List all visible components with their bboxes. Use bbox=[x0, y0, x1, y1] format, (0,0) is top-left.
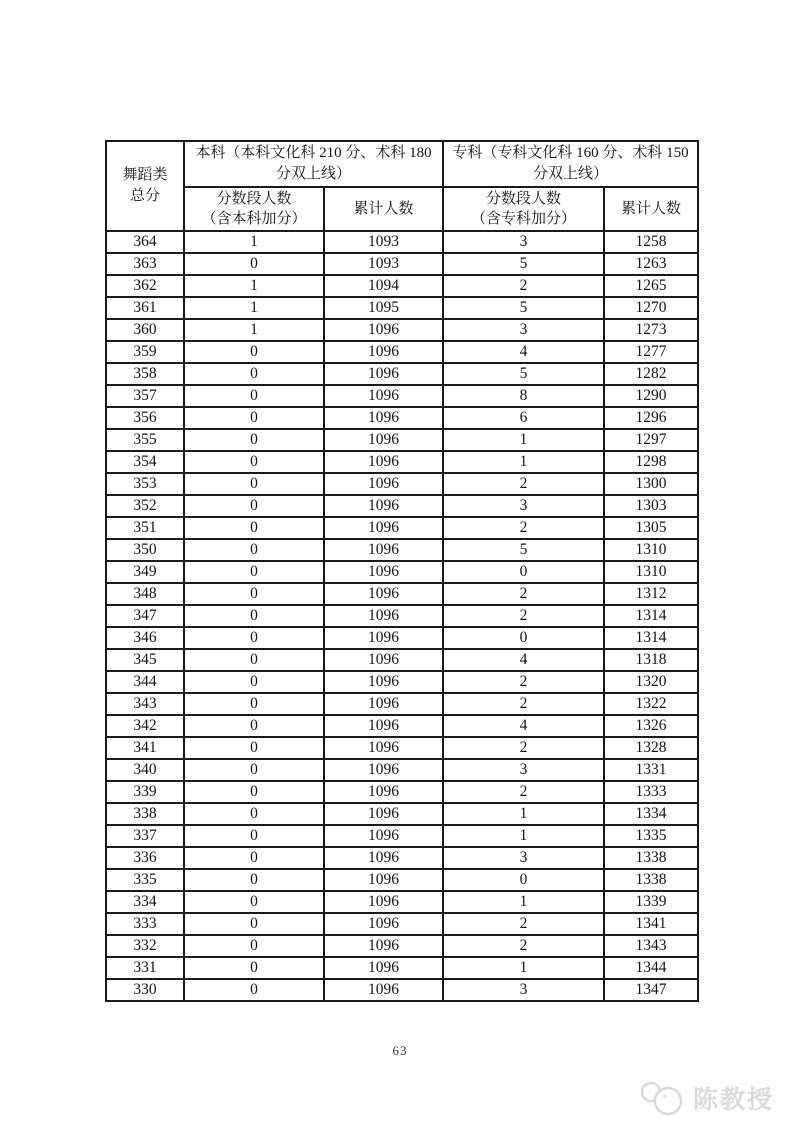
corner-header-category-total-score bbox=[106, 141, 184, 231]
zhuanke-segment-count-cell: 4 bbox=[443, 341, 604, 363]
subheader-benke-segment-count: 分数段人数 （含本科加分） bbox=[184, 187, 324, 231]
benke-cumulative-cell: 1096 bbox=[324, 781, 443, 803]
score-cell: 352 bbox=[106, 495, 184, 517]
score-cell: 360 bbox=[106, 319, 184, 341]
score-distribution-table bbox=[105, 140, 699, 1002]
benke-cumulative-cell: 1096 bbox=[324, 341, 443, 363]
zhuanke-cumulative-cell: 1300 bbox=[604, 473, 698, 495]
watermark-text: 陈教授 bbox=[692, 1086, 774, 1114]
zhuanke-segment-count-cell: 0 bbox=[443, 869, 604, 891]
score-cell: 340 bbox=[106, 759, 184, 781]
score-cell: 342 bbox=[106, 715, 184, 737]
zhuanke-segment-count-cell: 4 bbox=[443, 649, 604, 671]
score-cell: 351 bbox=[106, 517, 184, 539]
benke-segment-count-cell: 1 bbox=[184, 231, 324, 253]
benke-segment-count-cell: 0 bbox=[184, 583, 324, 605]
score-cell: 357 bbox=[106, 385, 184, 407]
score-cell: 332 bbox=[106, 935, 184, 957]
zhuanke-cumulative-cell: 1305 bbox=[604, 517, 698, 539]
benke-segment-count-cell: 0 bbox=[184, 693, 324, 715]
benke-cumulative-cell: 1094 bbox=[324, 275, 443, 297]
zhuanke-cumulative-cell: 1333 bbox=[604, 781, 698, 803]
benke-cumulative-cell: 1096 bbox=[324, 539, 443, 561]
benke-cumulative-cell: 1096 bbox=[324, 869, 443, 891]
benke-segment-count-cell: 0 bbox=[184, 649, 324, 671]
benke-cumulative-cell: 1096 bbox=[324, 803, 443, 825]
benke-cumulative-cell: 1096 bbox=[324, 913, 443, 935]
zhuanke-segment-count-cell: 2 bbox=[443, 781, 604, 803]
benke-segment-count-cell: 1 bbox=[184, 275, 324, 297]
zhuanke-cumulative-cell: 1344 bbox=[604, 957, 698, 979]
table-row bbox=[106, 363, 698, 385]
table-row bbox=[106, 781, 698, 803]
zhuanke-segment-count-cell: 8 bbox=[443, 385, 604, 407]
benke-cumulative-cell: 1096 bbox=[324, 671, 443, 693]
zhuanke-segment-count-cell: 3 bbox=[443, 847, 604, 869]
score-cell: 348 bbox=[106, 583, 184, 605]
table-row bbox=[106, 869, 698, 891]
benke-cumulative-cell: 1096 bbox=[324, 429, 443, 451]
table-row bbox=[106, 275, 698, 297]
benke-cumulative-cell: 1096 bbox=[324, 759, 443, 781]
zhuanke-segment-count-cell: 1 bbox=[443, 957, 604, 979]
benke-cumulative-cell: 1096 bbox=[324, 319, 443, 341]
table-row bbox=[106, 253, 698, 275]
table-row bbox=[106, 473, 698, 495]
benke-segment-count-cell: 0 bbox=[184, 627, 324, 649]
group-header-zhuanke: 专科（专科文化科 160 分、术科 150 分双上线） bbox=[443, 141, 698, 187]
benke-segment-count-cell: 0 bbox=[184, 935, 324, 957]
table-row bbox=[106, 803, 698, 825]
zhuanke-segment-count-cell: 2 bbox=[443, 275, 604, 297]
table-row bbox=[106, 847, 698, 869]
benke-cumulative-cell: 1095 bbox=[324, 297, 443, 319]
zhuanke-cumulative-cell: 1314 bbox=[604, 627, 698, 649]
score-cell: 339 bbox=[106, 781, 184, 803]
benke-segment-count-cell: 0 bbox=[184, 429, 324, 451]
zhuanke-cumulative-cell: 1263 bbox=[604, 253, 698, 275]
benke-cumulative-cell: 1096 bbox=[324, 935, 443, 957]
benke-cumulative-cell: 1096 bbox=[324, 473, 443, 495]
score-cell: 343 bbox=[106, 693, 184, 715]
benke-segment-count-cell: 0 bbox=[184, 781, 324, 803]
zhuanke-cumulative-cell: 1331 bbox=[604, 759, 698, 781]
corner-header-line1: 舞蹈类 bbox=[122, 167, 168, 183]
score-cell: 341 bbox=[106, 737, 184, 759]
zhuanke-segment-count-cell: 5 bbox=[443, 363, 604, 385]
zhuanke-segment-count-cell: 0 bbox=[443, 627, 604, 649]
zhuanke-cumulative-cell: 1258 bbox=[604, 231, 698, 253]
zhuanke-segment-count-cell: 0 bbox=[443, 561, 604, 583]
zhuanke-segment-count-cell: 2 bbox=[443, 693, 604, 715]
zhuanke-segment-count-cell: 3 bbox=[443, 495, 604, 517]
benke-segment-count-cell: 0 bbox=[184, 803, 324, 825]
benke-cumulative-cell: 1096 bbox=[324, 957, 443, 979]
benke-segment-count-cell: 0 bbox=[184, 253, 324, 275]
table-row bbox=[106, 649, 698, 671]
table-row bbox=[106, 517, 698, 539]
benke-cumulative-cell: 1096 bbox=[324, 451, 443, 473]
zhuanke-cumulative-cell: 1347 bbox=[604, 979, 698, 1001]
benke-cumulative-cell: 1096 bbox=[324, 495, 443, 517]
score-cell: 364 bbox=[106, 231, 184, 253]
zhuanke-segment-count-cell: 5 bbox=[443, 539, 604, 561]
page-number: 63 bbox=[392, 1043, 408, 1058]
benke-segment-count-cell: 0 bbox=[184, 825, 324, 847]
zhuanke-cumulative-cell: 1320 bbox=[604, 671, 698, 693]
table-row bbox=[106, 715, 698, 737]
table-row bbox=[106, 429, 698, 451]
table-row bbox=[106, 671, 698, 693]
table-row bbox=[106, 891, 698, 913]
benke-segment-count-cell: 0 bbox=[184, 605, 324, 627]
benke-segment-count-cell: 0 bbox=[184, 671, 324, 693]
zhuanke-segment-count-cell: 2 bbox=[443, 913, 604, 935]
score-cell: 338 bbox=[106, 803, 184, 825]
benke-cumulative-cell: 1096 bbox=[324, 825, 443, 847]
benke-cumulative-cell: 1096 bbox=[324, 649, 443, 671]
table-row bbox=[106, 319, 698, 341]
table-row bbox=[106, 495, 698, 517]
benke-cumulative-cell: 1096 bbox=[324, 693, 443, 715]
zhuanke-segment-count-cell: 2 bbox=[443, 671, 604, 693]
benke-segment-count-cell: 0 bbox=[184, 737, 324, 759]
zhuanke-cumulative-cell: 1296 bbox=[604, 407, 698, 429]
benke-cumulative-cell: 1096 bbox=[324, 407, 443, 429]
subheader-benke-cumulative: 累计人数 bbox=[324, 187, 443, 231]
zhuanke-segment-count-cell: 6 bbox=[443, 407, 604, 429]
score-cell: 337 bbox=[106, 825, 184, 847]
table-row bbox=[106, 231, 698, 253]
score-cell: 333 bbox=[106, 913, 184, 935]
zhuanke-segment-count-cell: 2 bbox=[443, 605, 604, 627]
score-cell: 349 bbox=[106, 561, 184, 583]
benke-segment-count-cell: 0 bbox=[184, 957, 324, 979]
score-cell: 356 bbox=[106, 407, 184, 429]
benke-segment-count-cell: 0 bbox=[184, 539, 324, 561]
benke-cumulative-cell: 1093 bbox=[324, 231, 443, 253]
zhuanke-cumulative-cell: 1326 bbox=[604, 715, 698, 737]
table-row bbox=[106, 297, 698, 319]
benke-cumulative-cell: 1096 bbox=[324, 979, 443, 1001]
table-body bbox=[106, 231, 698, 1001]
zhuanke-cumulative-cell: 1335 bbox=[604, 825, 698, 847]
score-cell: 350 bbox=[106, 539, 184, 561]
zhuanke-cumulative-cell: 1334 bbox=[604, 803, 698, 825]
score-cell: 336 bbox=[106, 847, 184, 869]
zhuanke-segment-count-cell: 3 bbox=[443, 759, 604, 781]
benke-segment-count-cell: 1 bbox=[184, 297, 324, 319]
table-row bbox=[106, 913, 698, 935]
zhuanke-segment-count-cell: 5 bbox=[443, 297, 604, 319]
zhuanke-cumulative-cell: 1339 bbox=[604, 891, 698, 913]
score-cell: 363 bbox=[106, 253, 184, 275]
score-cell: 347 bbox=[106, 605, 184, 627]
zhuanke-cumulative-cell: 1273 bbox=[604, 319, 698, 341]
zhuanke-cumulative-cell: 1303 bbox=[604, 495, 698, 517]
zhuanke-segment-count-cell: 1 bbox=[443, 825, 604, 847]
table-row bbox=[106, 935, 698, 957]
score-cell: 335 bbox=[106, 869, 184, 891]
zhuanke-cumulative-cell: 1314 bbox=[604, 605, 698, 627]
benke-segment-count-cell: 0 bbox=[184, 517, 324, 539]
zhuanke-segment-count-cell: 2 bbox=[443, 517, 604, 539]
zhuanke-cumulative-cell: 1338 bbox=[604, 847, 698, 869]
zhuanke-cumulative-cell: 1338 bbox=[604, 869, 698, 891]
benke-segment-count-cell: 0 bbox=[184, 891, 324, 913]
table-row bbox=[106, 583, 698, 605]
zhuanke-cumulative-cell: 1277 bbox=[604, 341, 698, 363]
benke-cumulative-cell: 1096 bbox=[324, 561, 443, 583]
table-row bbox=[106, 957, 698, 979]
benke-segment-count-cell: 0 bbox=[184, 759, 324, 781]
benke-cumulative-cell: 1096 bbox=[324, 605, 443, 627]
benke-segment-count-cell: 0 bbox=[184, 473, 324, 495]
table-row bbox=[106, 407, 698, 429]
benke-cumulative-cell: 1096 bbox=[324, 891, 443, 913]
table-row bbox=[106, 979, 698, 1001]
zhuanke-segment-count-cell: 3 bbox=[443, 319, 604, 341]
zhuanke-segment-count-cell: 2 bbox=[443, 473, 604, 495]
score-cell: 353 bbox=[106, 473, 184, 495]
score-cell: 355 bbox=[106, 429, 184, 451]
zhuanke-segment-count-cell: 2 bbox=[443, 935, 604, 957]
score-cell: 344 bbox=[106, 671, 184, 693]
zhuanke-segment-count-cell: 3 bbox=[443, 231, 604, 253]
zhuanke-segment-count-cell: 2 bbox=[443, 737, 604, 759]
zhuanke-segment-count-cell: 3 bbox=[443, 979, 604, 1001]
score-cell: 354 bbox=[106, 451, 184, 473]
table-row bbox=[106, 825, 698, 847]
score-cell: 359 bbox=[106, 341, 184, 363]
benke-cumulative-cell: 1096 bbox=[324, 627, 443, 649]
benke-segment-count-cell: 0 bbox=[184, 715, 324, 737]
benke-segment-count-cell: 0 bbox=[184, 495, 324, 517]
table-row bbox=[106, 627, 698, 649]
zhuanke-cumulative-cell: 1310 bbox=[604, 561, 698, 583]
table-row bbox=[106, 759, 698, 781]
zhuanke-cumulative-cell: 1310 bbox=[604, 539, 698, 561]
score-cell: 331 bbox=[106, 957, 184, 979]
score-cell: 358 bbox=[106, 363, 184, 385]
zhuanke-segment-count-cell: 1 bbox=[443, 803, 604, 825]
benke-segment-count-cell: 0 bbox=[184, 363, 324, 385]
table-row bbox=[106, 737, 698, 759]
benke-cumulative-cell: 1096 bbox=[324, 737, 443, 759]
zhuanke-cumulative-cell: 1318 bbox=[604, 649, 698, 671]
score-cell: 361 bbox=[106, 297, 184, 319]
table-row bbox=[106, 451, 698, 473]
benke-cumulative-cell: 1096 bbox=[324, 715, 443, 737]
zhuanke-cumulative-cell: 1298 bbox=[604, 451, 698, 473]
watermark-logo-icon bbox=[638, 1080, 686, 1116]
zhuanke-cumulative-cell: 1290 bbox=[604, 385, 698, 407]
zhuanke-segment-count-cell: 1 bbox=[443, 451, 604, 473]
score-cell: 345 bbox=[106, 649, 184, 671]
score-cell: 346 bbox=[106, 627, 184, 649]
benke-segment-count-cell: 0 bbox=[184, 847, 324, 869]
table-row bbox=[106, 341, 698, 363]
zhuanke-cumulative-cell: 1341 bbox=[604, 913, 698, 935]
benke-cumulative-cell: 1093 bbox=[324, 253, 443, 275]
table-row bbox=[106, 693, 698, 715]
benke-segment-count-cell: 0 bbox=[184, 407, 324, 429]
score-cell: 334 bbox=[106, 891, 184, 913]
group-header-benke: 本科（本科文化科 210 分、术科 180 分双上线） bbox=[184, 141, 443, 187]
benke-cumulative-cell: 1096 bbox=[324, 363, 443, 385]
zhuanke-cumulative-cell: 1343 bbox=[604, 935, 698, 957]
table-row bbox=[106, 539, 698, 561]
zhuanke-segment-count-cell: 1 bbox=[443, 891, 604, 913]
score-cell: 330 bbox=[106, 979, 184, 1001]
benke-segment-count-cell: 0 bbox=[184, 385, 324, 407]
benke-segment-count-cell: 0 bbox=[184, 341, 324, 363]
benke-cumulative-cell: 1096 bbox=[324, 583, 443, 605]
benke-segment-count-cell: 0 bbox=[184, 913, 324, 935]
benke-cumulative-cell: 1096 bbox=[324, 517, 443, 539]
zhuanke-cumulative-cell: 1297 bbox=[604, 429, 698, 451]
benke-segment-count-cell: 0 bbox=[184, 979, 324, 1001]
benke-cumulative-cell: 1096 bbox=[324, 847, 443, 869]
table-row bbox=[106, 385, 698, 407]
benke-segment-count-cell: 0 bbox=[184, 561, 324, 583]
zhuanke-cumulative-cell: 1282 bbox=[604, 363, 698, 385]
zhuanke-cumulative-cell: 1312 bbox=[604, 583, 698, 605]
benke-cumulative-cell: 1096 bbox=[324, 385, 443, 407]
zhuanke-segment-count-cell: 2 bbox=[443, 583, 604, 605]
zhuanke-cumulative-cell: 1265 bbox=[604, 275, 698, 297]
benke-segment-count-cell: 0 bbox=[184, 451, 324, 473]
benke-segment-count-cell: 1 bbox=[184, 319, 324, 341]
watermark bbox=[638, 1080, 774, 1116]
table-row bbox=[106, 605, 698, 627]
zhuanke-cumulative-cell: 1328 bbox=[604, 737, 698, 759]
zhuanke-segment-count-cell: 1 bbox=[443, 429, 604, 451]
score-cell: 362 bbox=[106, 275, 184, 297]
benke-segment-count-cell: 0 bbox=[184, 869, 324, 891]
zhuanke-segment-count-cell: 4 bbox=[443, 715, 604, 737]
zhuanke-cumulative-cell: 1270 bbox=[604, 297, 698, 319]
corner-header-line2: 总分 bbox=[129, 188, 160, 204]
zhuanke-segment-count-cell: 5 bbox=[443, 253, 604, 275]
subheader-zhuanke-cumulative: 累计人数 bbox=[604, 187, 698, 231]
zhuanke-cumulative-cell: 1322 bbox=[604, 693, 698, 715]
table-row bbox=[106, 561, 698, 583]
subheader-zhuanke-segment-count: 分数段人数 （含专科加分） bbox=[443, 187, 604, 231]
